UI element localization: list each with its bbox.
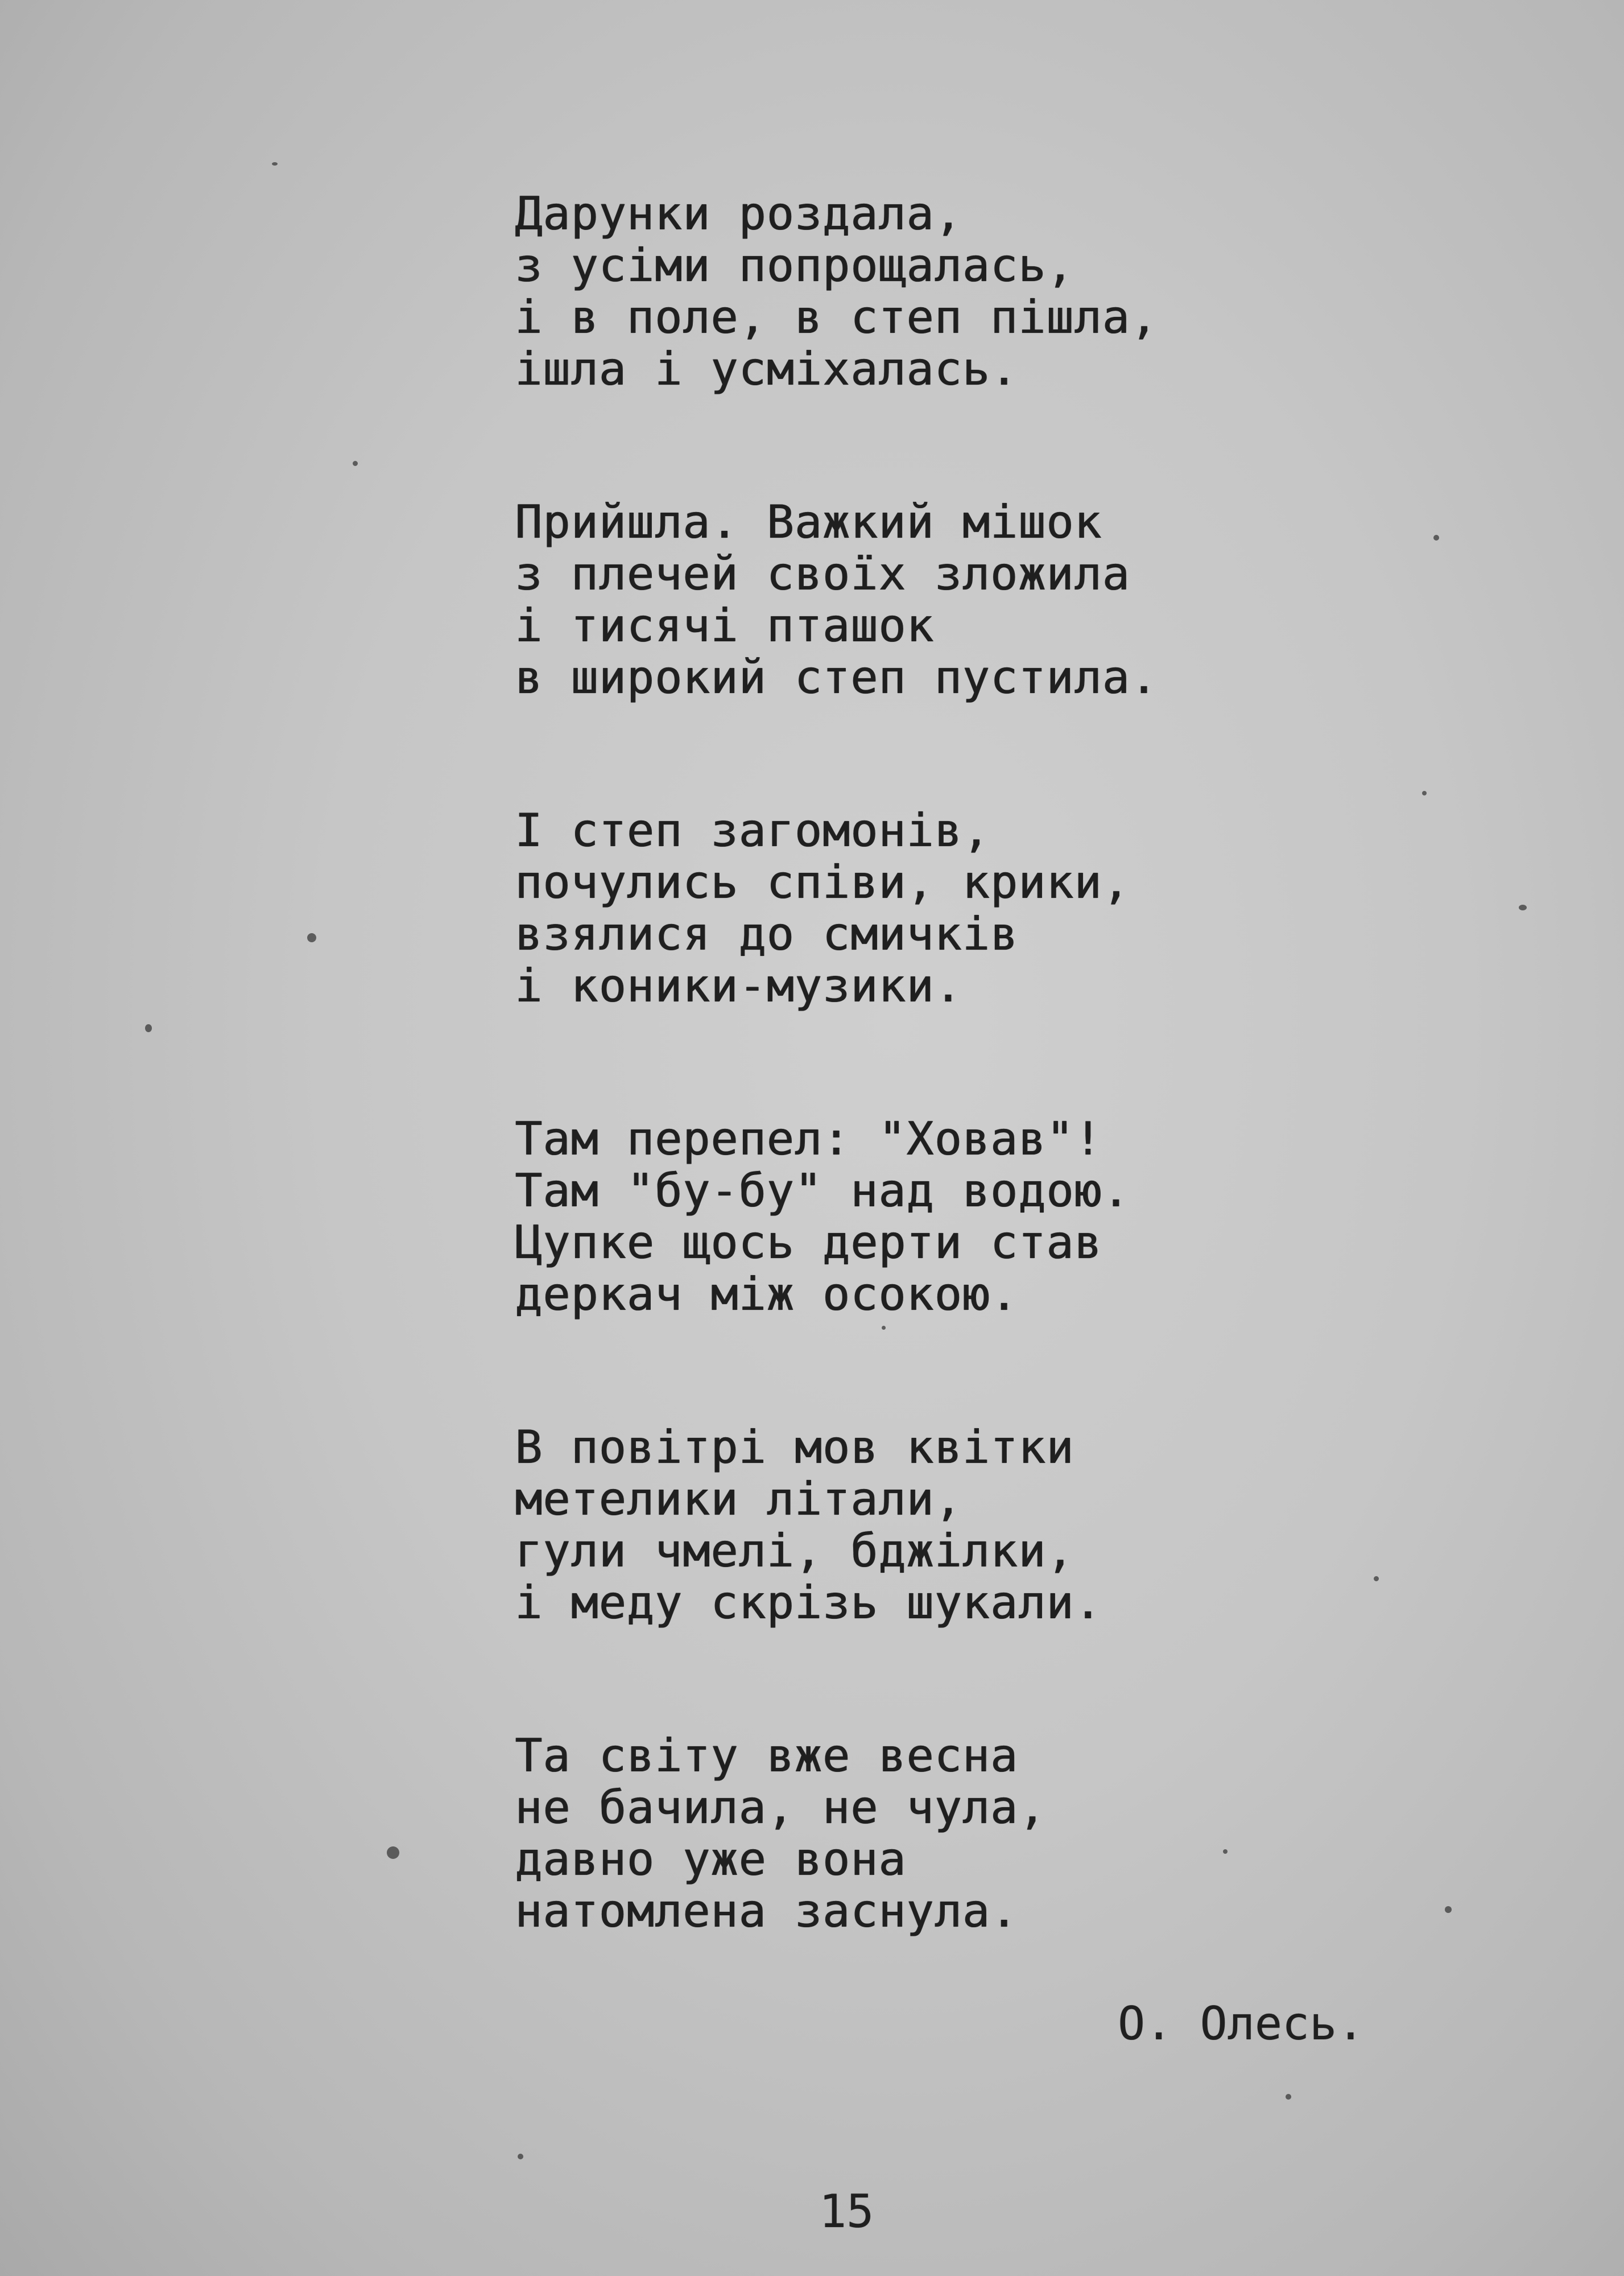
paper-speck bbox=[1519, 905, 1527, 910]
stanza-1 bbox=[515, 188, 1453, 395]
poem-line: в широкий степ пустила. bbox=[515, 651, 1158, 704]
page-number: 15 bbox=[819, 2185, 874, 2238]
poem-line: почулись співи, крики, bbox=[515, 856, 1130, 909]
poem-line: і тисячі пташок bbox=[515, 599, 935, 652]
paper-speck bbox=[272, 162, 278, 166]
paper-speck bbox=[387, 1846, 399, 1859]
paper-speck bbox=[1286, 2094, 1291, 2100]
poem-line: ішла і усміхалась. bbox=[515, 343, 1018, 395]
poem-line: не бачила, не чула, bbox=[515, 1781, 1047, 1834]
paper-speck bbox=[307, 933, 316, 942]
poem-line: і в поле, в степ пішла, bbox=[515, 291, 1158, 344]
poem-line: взялися до смичків bbox=[515, 908, 1018, 960]
stanza-5 bbox=[515, 1421, 1453, 1628]
stanza-2 bbox=[515, 496, 1453, 703]
poem-line: з плечей своїх зложила bbox=[515, 547, 1130, 600]
stanza-4 bbox=[515, 1113, 1453, 1320]
paper-speck bbox=[518, 2154, 523, 2159]
poem-line: В повітрі мов квітки bbox=[515, 1421, 1075, 1474]
poem-line: Прийшла. Важкий мішок bbox=[515, 496, 1102, 549]
poem-line: І степ загомонів, bbox=[515, 804, 990, 857]
paper-speck bbox=[353, 461, 358, 466]
poem-line: Там "бу-бу" над водою. bbox=[515, 1164, 1130, 1217]
poem-line: Цупке щось дерти став bbox=[515, 1216, 1102, 1269]
poem-line: Дарунки роздала, bbox=[515, 187, 962, 240]
poem-line: давно уже вона bbox=[515, 1833, 907, 1886]
poem-line: Та світу вже весна bbox=[515, 1729, 1018, 1782]
poem-line: і коники-музики. bbox=[515, 959, 962, 1012]
poem-line: натомлена заснула. bbox=[515, 1885, 1018, 1937]
poem-line: метелики літали, bbox=[515, 1473, 962, 1525]
poem-line: Там перепел: "Ховав"! bbox=[515, 1112, 1102, 1165]
stanza-3 bbox=[515, 805, 1453, 1012]
poem-text bbox=[515, 188, 1453, 2038]
poem-line: з усіми попрощалась, bbox=[515, 239, 1075, 292]
author-signature: О. Олесь. bbox=[1118, 1997, 1365, 2050]
paper-speck bbox=[145, 1024, 152, 1032]
stanza-6 bbox=[515, 1730, 1453, 1937]
poem-line: гули чмелі, бджілки, bbox=[515, 1524, 1075, 1577]
poem-line: деркач між осокою. bbox=[515, 1268, 1018, 1321]
poem-line: і меду скрізь шукали. bbox=[515, 1576, 1102, 1629]
